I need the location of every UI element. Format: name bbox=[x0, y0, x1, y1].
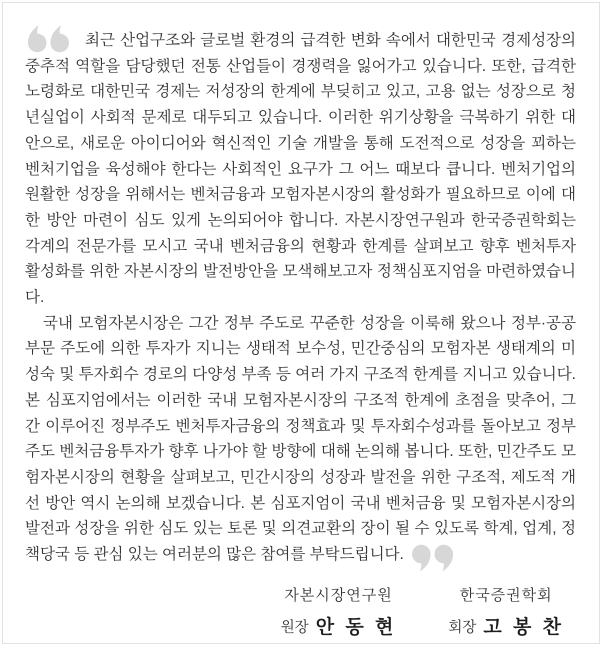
signature-kcmi bbox=[281, 584, 397, 639]
signature-line bbox=[448, 612, 564, 639]
paragraph-1-text: 최근 산업구조와 글로벌 환경의 급격한 변화 속에서 대한민국 경제성장의 중추적 역할을 담당했던 전통 산업들이 경쟁력을 잃어가고 있습니다. 또한, 급격한 노령화로 대한민국 경제는 저성장의 한계에 부딪히고 있고, 고용 없는 성장으로 청년실업이 사회적 문제로 대두되고 있습니다. 이러한 위기상황을 극복하기 위한 대안으로, 새로운 아이디어와 혁신적인 기술 개발을 통해 도전적으로 성장을 꾀하는 벤처기업을 육성해야 한다는 사회적인 요구가 그 어느 때보다 큽니다. 벤처기업의 원활한 성장을 위해서는 벤처금융과 모험자본시장의 활성화가 필요하므로 이에 대한 방안 마련이 심도 있게 논의되어야 합니다. 자본시장연구원과 한국증권학회는 각계의 전문가를 모시고 국내 벤처금융의 현황과 한계를 살펴보고 향후 벤처투자 활성화를 위한 자본시장의 발전방안을 모색해보고자 정책심포지엄을 마련하였습니다. bbox=[25, 32, 576, 307]
signature-name: 안 동 현 bbox=[315, 616, 397, 638]
signature-title: 원장 bbox=[280, 619, 309, 636]
signature-line bbox=[281, 612, 397, 639]
open-quote-icon bbox=[25, 29, 81, 45]
greeting-paragraph-2 bbox=[25, 311, 576, 568]
greeting-paragraph-1 bbox=[25, 28, 576, 311]
signature-iksa bbox=[448, 584, 564, 639]
close-quote-icon bbox=[409, 547, 459, 559]
signature-name: 고 봉 찬 bbox=[483, 616, 564, 638]
signature-organization: 한국증권학회 bbox=[459, 586, 553, 604]
document-content bbox=[25, 28, 576, 639]
signature-organization: 자본시장연구원 bbox=[284, 586, 393, 604]
paragraph-2-text: 국내 모험자본시장은 그간 정부 주도로 꾸준한 성장을 이룩해 왔으나 정부·공공 부문 주도에 의한 투자가 지니는 생태적 보수성, 민간중심의 모험자본 생태계의 미성숙 및 투자회수 경로의 다양성 부족 등 여러 가지 구조적 한계를 지니고 있습니다. 본 심포지엄에서는 이러한 국내 모험자본시장의 구조적 한계에 초점을 맞추어, 그간 이루어진 정부주도 벤처투자금융의 정책효과 및 투자회수성과를 돌아보고 정부주도 벤처금융투자가 향후 나가야 할 방향에 대해 논의해 봅니다. 또한, 민간주도 모험자본시장의 현황을 살펴보고, 민간시장의 성장과 발전을 위한 구조적, 제도적 개선 방안 역시 논의해 보겠습니다. 본 심포지엄이 국내 벤처금융 및 모험자본시장의 발전과 성장을 위한 심도 있는 토론 및 의견교환의 장이 될 수 있도록 학계, 업계, 정책당국 등 관심 있는 여러분의 많은 참여를 부탁드립니다. bbox=[25, 314, 576, 564]
signature-title: 회장 bbox=[448, 619, 477, 636]
signature-block bbox=[25, 584, 576, 639]
